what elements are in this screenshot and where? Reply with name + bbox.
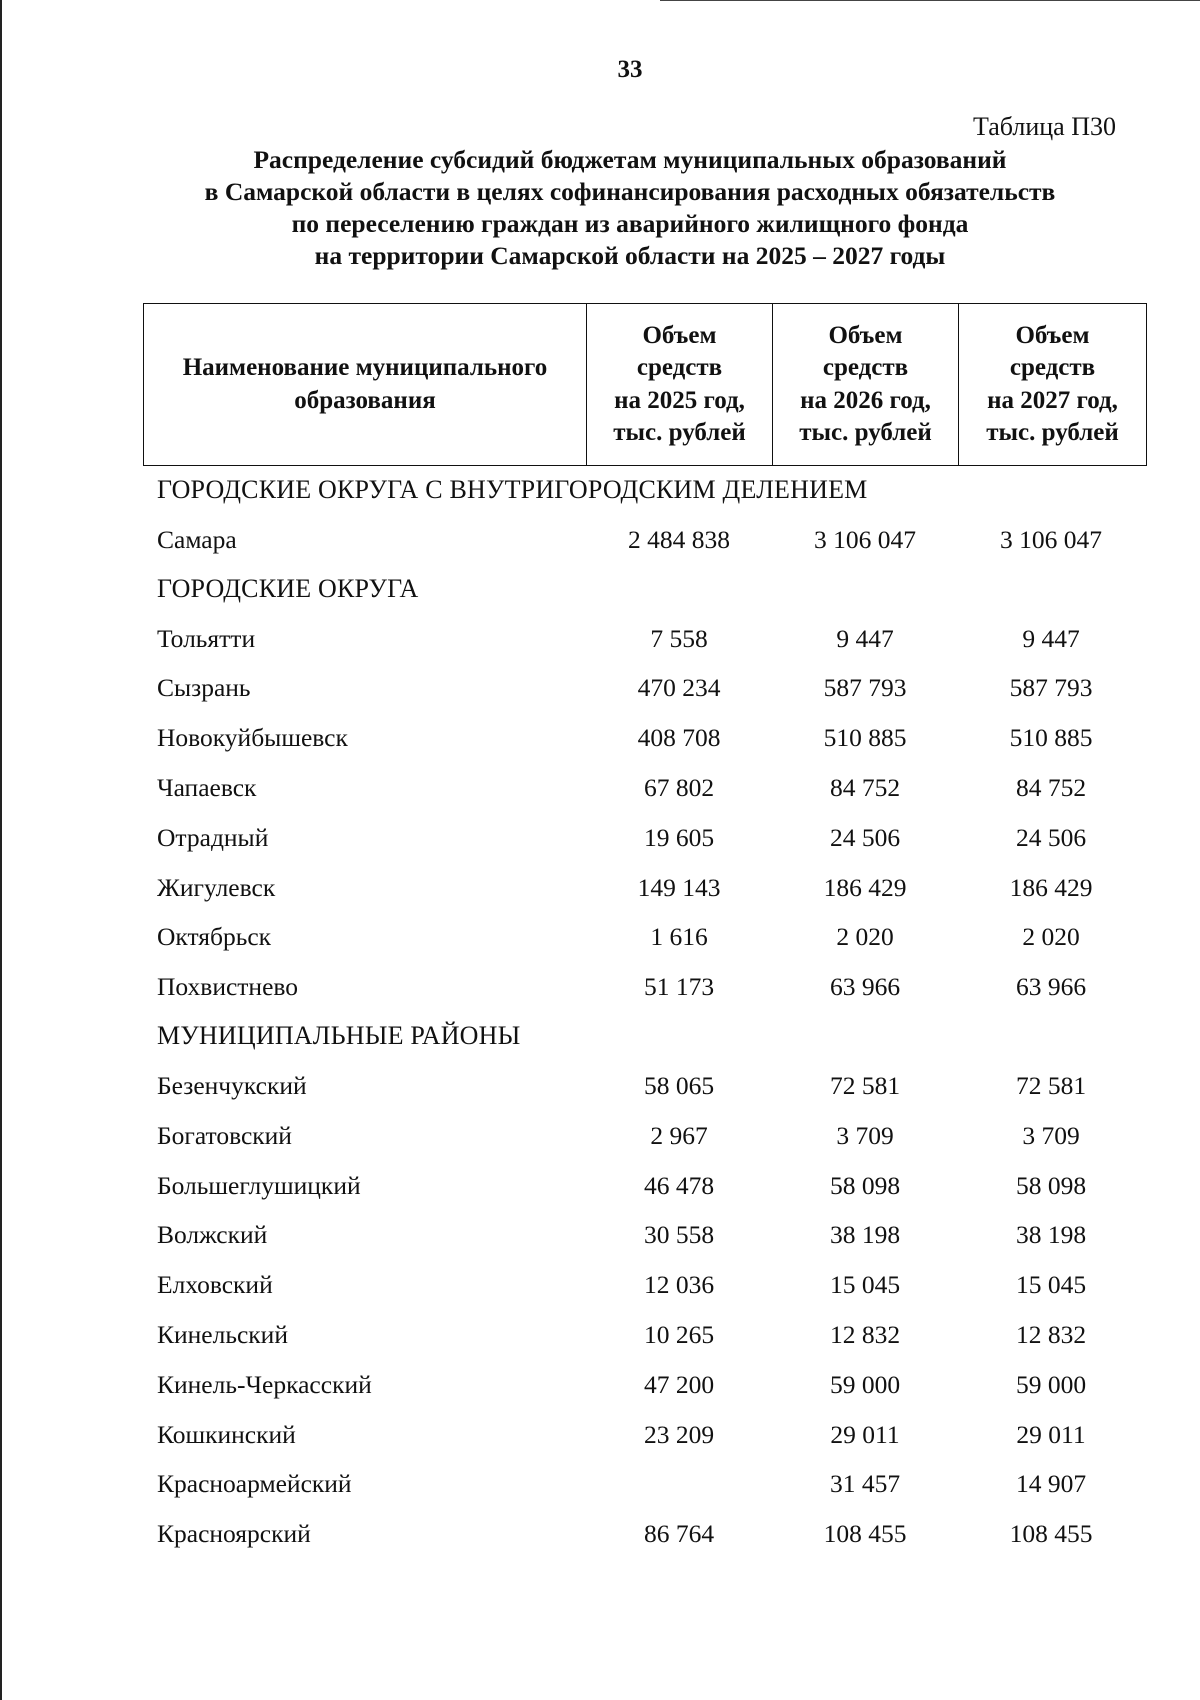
section-title: ГОРОДСКИЕ ОКРУГА С ВНУТРИГОРОДСКИМ ДЕЛЕНИЕМ [157,475,868,504]
value-2027: 12 832 [1015,1320,1087,1349]
value-2025: 470 234 [637,673,721,702]
value-2026: 58 098 [829,1171,901,1200]
value-2026: 186 429 [823,873,907,902]
row-name: Отрадный [157,823,269,852]
value-2025: 46 478 [643,1171,715,1200]
value-2026: 72 581 [829,1071,901,1100]
value-2027: 59 000 [1015,1370,1087,1399]
table-row [0,1420,1200,1460]
table-row [0,1071,1200,1111]
value-2025: 67 802 [643,773,715,802]
row-name: Чапаевск [157,773,257,802]
page-number: 33 [617,56,643,83]
value-2027: 29 011 [1016,1420,1086,1449]
value-2027: 24 506 [1015,823,1087,852]
table-row [0,1320,1200,1360]
value-2027: 108 455 [1009,1519,1093,1548]
value-2027: 38 198 [1015,1220,1087,1249]
value-2026: 108 455 [823,1519,907,1548]
value-2025: 86 764 [643,1519,715,1548]
value-2026: 38 198 [829,1220,901,1249]
table-row [0,972,1200,1012]
row-name: Кошкинский [157,1420,296,1449]
row-name: Волжский [157,1220,268,1249]
value-2027: 186 429 [1009,873,1093,902]
value-2025: 58 065 [643,1071,715,1100]
value-2027: 15 045 [1015,1270,1087,1299]
value-2027: 14 907 [1015,1469,1087,1498]
value-2025: 12 036 [643,1270,715,1299]
table-row [0,1370,1200,1410]
title-line: по переселению граждан из аварийного жилищного фонда [291,209,969,238]
title-line: на территории Самарской области на 2025 – 2027 годы [314,241,946,270]
value-2027: 72 581 [1015,1071,1087,1100]
table-row [0,723,1200,763]
value-2026: 31 457 [829,1469,901,1498]
row-name: Кинель-Черкасский [157,1370,372,1399]
value-2027: 3 106 047 [1000,525,1102,554]
section-title: ГОРОДСКИЕ ОКРУГА [157,574,419,603]
value-2027: 2 020 [1022,922,1080,951]
value-2026: 9 447 [836,624,894,653]
row-name: Сызрань [157,673,251,702]
value-2025: 19 605 [643,823,715,852]
value-2027: 587 793 [1009,673,1093,702]
value-2026: 24 506 [829,823,901,852]
table-row [0,1171,1200,1211]
value-2026: 12 832 [829,1320,901,1349]
table-row [0,624,1200,664]
header-2026-column: Объем средств на 2026 год, тыс. рублей [773,304,959,466]
table-row [0,1469,1200,1509]
value-2025: 1 616 [650,922,708,951]
value-2025: 7 558 [650,624,708,653]
row-name: Богатовский [157,1121,292,1150]
row-name: Безенчукский [157,1071,307,1100]
value-2026: 15 045 [829,1270,901,1299]
value-2025: 10 265 [643,1320,715,1349]
row-name: Тольятти [157,624,256,653]
value-2027: 84 752 [1015,773,1087,802]
value-2027: 9 447 [1022,624,1080,653]
value-2025: 23 209 [643,1420,715,1449]
value-2027: 58 098 [1015,1171,1087,1200]
value-2026: 2 020 [836,922,894,951]
table-row [0,1121,1200,1161]
value-2025: 2 484 838 [628,525,730,554]
table-row [0,773,1200,813]
value-2026: 84 752 [829,773,901,802]
value-2025: 2 967 [650,1121,708,1150]
table-row [0,823,1200,863]
value-2027: 510 885 [1009,723,1093,752]
row-name: Красноармейский [157,1469,352,1498]
table-row [0,873,1200,913]
value-2026: 29 011 [830,1420,900,1449]
value-2025: 51 173 [643,972,715,1001]
header-2025-column: Объем средств на 2025 год, тыс. рублей [587,304,773,466]
row-name: Кинельский [157,1320,288,1349]
row-name: Жигулевск [157,873,276,902]
table-row [0,525,1200,565]
table-row [0,1270,1200,1310]
value-2026: 63 966 [829,972,901,1001]
row-name: Красноярский [157,1519,311,1548]
value-2026: 510 885 [823,723,907,752]
section-title: МУНИЦИПАЛЬНЫЕ РАЙОНЫ [157,1021,521,1050]
row-name: Большеглушицкий [157,1171,361,1200]
row-name: Октябрьск [157,922,272,951]
value-2027: 63 966 [1015,972,1087,1001]
table-label: Таблица П30 [973,112,1116,141]
value-2025: 408 708 [637,723,721,752]
value-2025: 149 143 [637,873,721,902]
header-2027-column: Объем средств на 2027 год, тыс. рублей [959,304,1147,466]
header-name-column: Наименование муниципального образования [144,304,587,466]
value-2026: 587 793 [823,673,907,702]
row-name: Новокуйбышевск [157,723,348,752]
row-name: Похвистнево [157,972,299,1001]
value-2025: 47 200 [643,1370,715,1399]
value-2025: 30 558 [643,1220,715,1249]
table-row [0,922,1200,962]
value-2026: 59 000 [829,1370,901,1399]
value-2026: 3 106 047 [814,525,916,554]
row-name: Елховский [157,1270,273,1299]
row-name: Самара [157,525,237,554]
title-line: Распределение субсидий бюджетам муниципальных образований [253,145,1007,174]
table-row [0,1519,1200,1559]
title-line: в Самарской области в целях софинансирования расходных обязательств [204,177,1056,206]
value-2027: 3 709 [1022,1121,1080,1150]
value-2026: 3 709 [836,1121,894,1150]
table-row [0,1220,1200,1260]
table-row [0,673,1200,713]
